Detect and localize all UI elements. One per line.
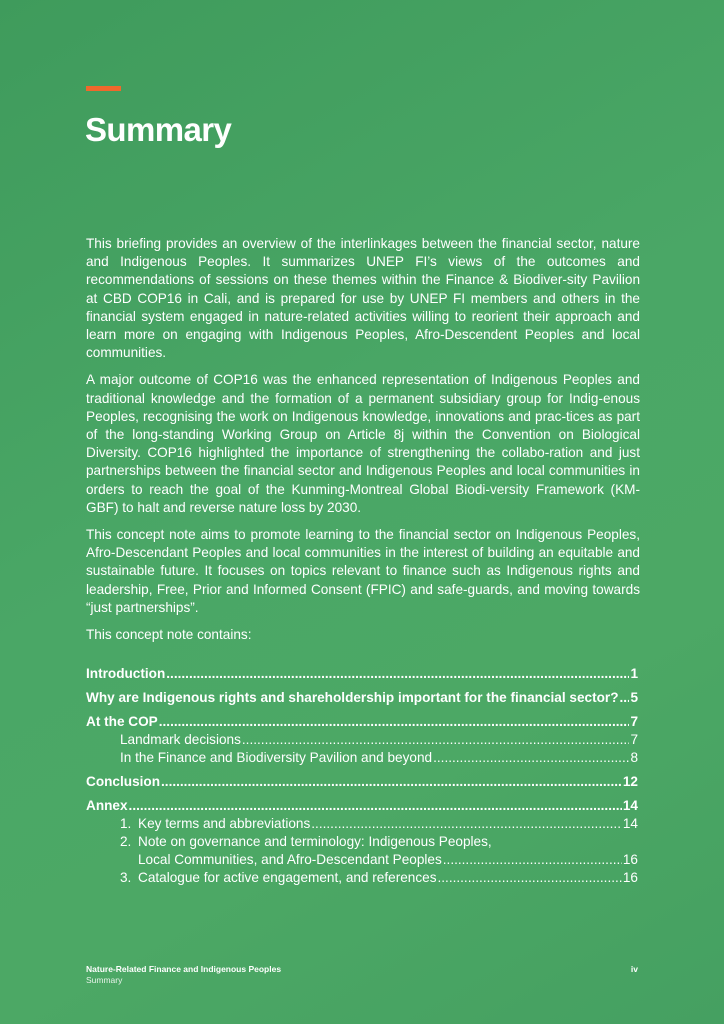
page-title: Summary	[85, 111, 232, 148]
page-footer	[86, 964, 638, 986]
toc-page: 12	[622, 774, 638, 789]
intro-paragraph-2: A major outcome of COP16 was the enhanced representation of Indigenous Peoples and traditional knowledge and the formation of a permanent subsidiary group for Indig-enous Peoples, recognising the work on Indigenous knowledge, innovations and prac-tices as part of the long-standing Working Group on Article 8j within the Convention on Biological Diversity. COP16 highlighted the importance of strengthening the collabo-ration and just partnerships between the financial sector and Indigenous Peoples and local communities in orders to reach the goal of the Kunming-Montreal Global Biodi-versity Framework (KM-GBF) to halt and reverse nature loss by 2030.	[86, 372, 640, 515]
toc-number: 1.	[120, 816, 132, 831]
toc-label: Note on governance and terminology: Indigenous Peoples,	[138, 834, 492, 849]
toc-leader	[433, 749, 629, 767]
toc-label: In the Finance and Biodiversity Pavilion and beyond	[120, 750, 433, 765]
table-of-contents	[86, 665, 638, 887]
toc-number: 2.	[120, 834, 132, 849]
footer-title: Nature-Related Finance and Indigenous Peoples	[86, 964, 282, 974]
toc-label: Key terms and abbreviations	[138, 816, 311, 831]
toc-entry-annex[interactable]	[86, 797, 638, 815]
toc-page: 1	[630, 666, 638, 681]
toc-leader	[159, 713, 630, 731]
toc-entry-catalogue[interactable]	[86, 869, 638, 887]
intro-paragraph-3: This concept note aims to promote learning to the financial sector on Indigenous Peoples, Afro-Descendant Peoples and local communities in the interest of building an equitable and sustainable future. It focuses on topics relevant to finance such as Indigenous rights and leadership, Free, Prior and Informed Consent (FPIC) and safe-guards, and moving towards “just partnerships”.	[86, 527, 640, 615]
toc-entry-introduction[interactable]	[86, 665, 638, 683]
footer-page-number: iv	[630, 964, 638, 974]
toc-leader	[242, 731, 630, 749]
toc-entry-why-indigenous-rights[interactable]	[86, 689, 638, 707]
toc-lead-in: This concept note contains:	[86, 627, 252, 643]
toc-label: Conclusion	[86, 774, 161, 789]
toc-number: 3.	[120, 870, 132, 885]
toc-leader	[443, 851, 622, 869]
toc-leader	[311, 815, 622, 833]
toc-label: Catalogue for active engagement, and references	[138, 870, 437, 885]
toc-page: 5	[630, 690, 638, 705]
toc-page: 14	[622, 816, 638, 831]
toc-label: Landmark decisions	[120, 732, 241, 747]
toc-page: 7	[630, 714, 638, 729]
intro-paragraph-1: This briefing provides an overview of the interlinkages between the financial sector, nature and Indigenous Peoples. It summarizes UNEP FI’s views of the outcomes and recommendations of sessions on these themes within the Finance & Biodiver-sity Pavilion at CBD COP16 in Cali, and is prepared for use by UNEP FI members and others in the financial system engaged in nature-related activities willing to reorient their approach and learn more on engaging with Indigenous Peoples, Afro-Descendent Peoples and local communities.	[86, 236, 640, 361]
toc-entry-governance-note-cont[interactable]	[86, 851, 638, 869]
toc-leader	[620, 689, 630, 707]
accent-bar	[86, 86, 121, 91]
toc-label: Introduction	[86, 666, 166, 681]
toc-entry-landmark-decisions[interactable]	[86, 731, 638, 749]
toc-entry-at-the-cop[interactable]	[86, 713, 638, 731]
toc-page: 16	[622, 870, 638, 885]
toc-entry-key-terms[interactable]	[86, 815, 638, 833]
intro-text	[86, 235, 640, 653]
toc-page: 7	[630, 732, 638, 747]
toc-leader	[438, 869, 622, 887]
toc-label: Annex	[86, 798, 128, 813]
toc-leader	[166, 665, 629, 683]
toc-page: 14	[622, 798, 638, 813]
toc-entry-governance-note[interactable]	[86, 833, 638, 851]
toc-entry-pavilion[interactable]	[86, 749, 638, 767]
toc-page: 8	[630, 750, 638, 765]
toc-page: 16	[622, 852, 638, 867]
toc-label: Why are Indigenous rights and shareholdership important for the financial sector?	[86, 690, 619, 705]
toc-leader	[161, 773, 622, 791]
toc-leader	[129, 797, 622, 815]
toc-label: Local Communities, and Afro-Descendant Peoples	[138, 852, 442, 867]
toc-entry-conclusion[interactable]	[86, 773, 638, 791]
toc-label: At the COP	[86, 714, 158, 729]
footer-section: Summary	[86, 975, 123, 985]
